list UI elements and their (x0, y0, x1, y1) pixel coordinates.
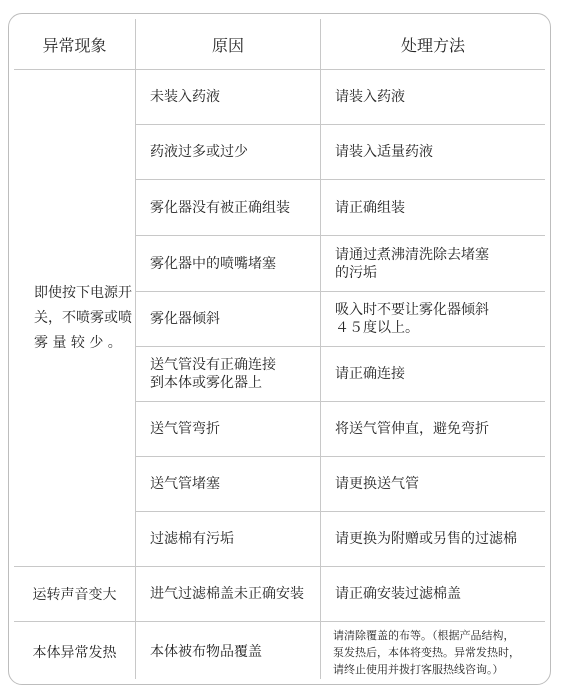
cause-cell (136, 512, 320, 566)
symptom-cell: 运转声音变大 (32, 587, 117, 603)
remedy-cell (321, 622, 545, 682)
remedy-text: 泵发热后，本体将变热。异常发热时， (333, 645, 520, 659)
symptom-cell (14, 70, 135, 566)
cause-cell (136, 180, 320, 235)
remedy-cell (321, 292, 545, 346)
remedy-text: ４５度以上。 (335, 320, 419, 336)
remedy-text: 请正确组装 (335, 199, 405, 216)
remedy-text: 请装入药液 (335, 89, 405, 105)
cause-cell (136, 457, 320, 511)
cause-cell (136, 567, 320, 621)
cause-cell (136, 622, 320, 682)
remedy-cell (321, 70, 545, 124)
cause-text: 雾化器倾斜 (150, 311, 220, 327)
cause-cell (136, 347, 320, 401)
cause-text: 药液过多或过少 (150, 144, 248, 160)
cause-text: 雾化器没有被正确组装 (150, 199, 290, 216)
remedy-text: 请终止使用并拨打客服热线咨询。） (333, 662, 504, 676)
cause-cell (136, 292, 320, 346)
cause-text: 送气管没有正确连接 (150, 357, 276, 373)
remedy-text: 吸入时不要让雾化器倾斜 (335, 302, 489, 318)
cause-text: 到本体或雾化器上 (150, 375, 262, 391)
remedy-text: 请更换送气管 (335, 476, 419, 492)
remedy-cell (321, 236, 545, 291)
cause-text: 送气管堵塞 (150, 476, 220, 492)
remedy-text: 请装入适量药液 (335, 144, 433, 160)
cause-cell (136, 125, 320, 179)
symptom-line: 雾 量 较 少 。 (34, 334, 122, 351)
cause-text: 过滤棉有污垢 (150, 531, 234, 547)
remedy-cell (321, 457, 545, 511)
remedy-cell (321, 402, 545, 456)
header-cause: 原因 (211, 36, 244, 55)
header-remedy: 处理方法 (400, 36, 465, 55)
cause-cell (136, 236, 320, 291)
cause-text: 本体被布物品覆盖 (150, 644, 262, 660)
remedy-text: 请正确连接 (335, 366, 405, 382)
remedy-text: 请正确安装过滤棉盖 (335, 586, 461, 602)
remedy-cell (321, 347, 545, 401)
symptom-cell: 本体异常发热 (32, 645, 117, 661)
remedy-text: 的污垢 (335, 264, 377, 281)
remedy-cell (321, 567, 545, 621)
cause-cell (136, 402, 320, 456)
remedy-cell (321, 125, 545, 179)
symptom-line: 关，不喷雾或喷 (34, 309, 132, 326)
cause-text: 雾化器中的喷嘴堵塞 (150, 255, 276, 272)
remedy-cell (321, 512, 545, 566)
cause-text: 送气管弯折 (150, 421, 220, 437)
remedy-cell (321, 180, 545, 235)
header-symptom: 异常现象 (42, 36, 107, 55)
cause-cell (136, 70, 320, 124)
cause-text: 进气过滤棉盖未正确安装 (150, 586, 304, 602)
remedy-text: 请通过煮沸清洗除去堵塞 (335, 246, 489, 263)
remedy-text: 将送气管伸直，避免弯折 (335, 421, 489, 437)
remedy-text: 请更换为附赠或另售的过滤棉 (335, 531, 517, 547)
cause-text: 未装入药液 (150, 89, 220, 105)
symptom-line: 即使按下电源开 (34, 284, 132, 301)
remedy-text: 请清除覆盖的布等。（根据产品结构， (333, 628, 515, 642)
